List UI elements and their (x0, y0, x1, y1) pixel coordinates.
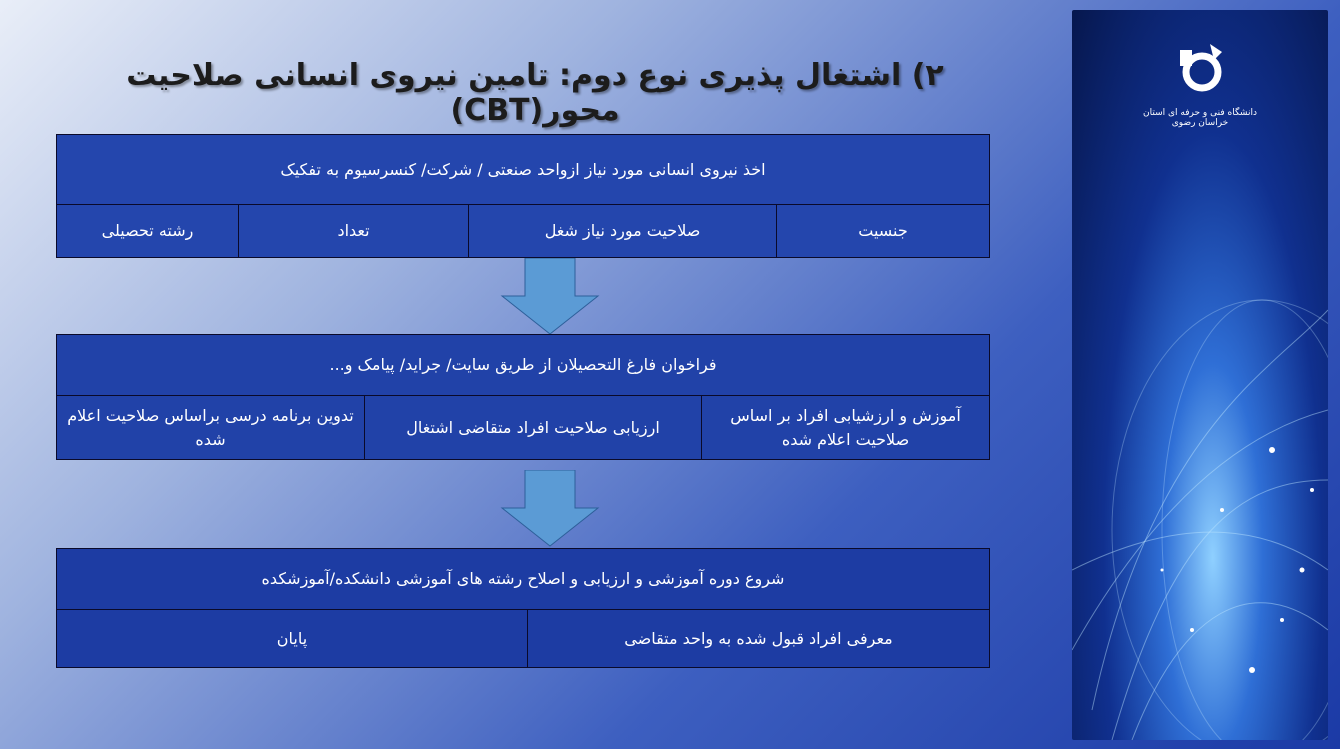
down-arrow-1 (500, 258, 600, 336)
recruitment-header: فراخوان فارغ التحصیلان از طریق سایت/ جراید/ پیامک و... (329, 355, 717, 374)
logo-caption: دانشگاه فنی و حرفه ای استان خراسان رضوی (1143, 108, 1257, 128)
course-start-box (56, 548, 990, 668)
count-cell: تعداد (238, 205, 468, 257)
end-cell: پایان (276, 628, 308, 648)
training-evaluation-cell: آموزش و ارزشیابی افراد بر اساس صلاحیت اعلام شده (701, 396, 989, 459)
down-arrow-2 (500, 470, 600, 548)
field-of-study-cell: رشته تحصیلی (101, 221, 194, 240)
course-start-header: شروع دوره آموزشی و ارزیابی و اصلاح رشته های آموزشی دانشکده/آموزشکده (261, 569, 785, 588)
gender-cell: جنسیت (776, 205, 989, 257)
curriculum-design-cell: تدوین برنامه درسی براساس صلاحیت اعلام شده (67, 405, 354, 449)
competency-assessment-cell: ارزیابی صلاحیت افراد متقاضی اشتغال (364, 396, 701, 459)
requirements-box (56, 134, 990, 258)
requirements-header: اخذ نیروی انسانی مورد نیاز ازواحد صنعتی / شرکت/ کنسرسیوم به تفکیک (280, 159, 766, 179)
job-competency-cell: صلاحیت مورد نیاز شغل (468, 205, 776, 257)
recruitment-box (56, 334, 990, 460)
university-logo-icon (1170, 40, 1230, 100)
introduce-accepted-cell: معرفی افراد قبول شده به واحد متقاضی (527, 610, 989, 667)
slide-title: ۲) اشتغال پذیری نوع دوم: تامین نیروی انسانی صلاحیت محور(CBT) (126, 58, 944, 128)
